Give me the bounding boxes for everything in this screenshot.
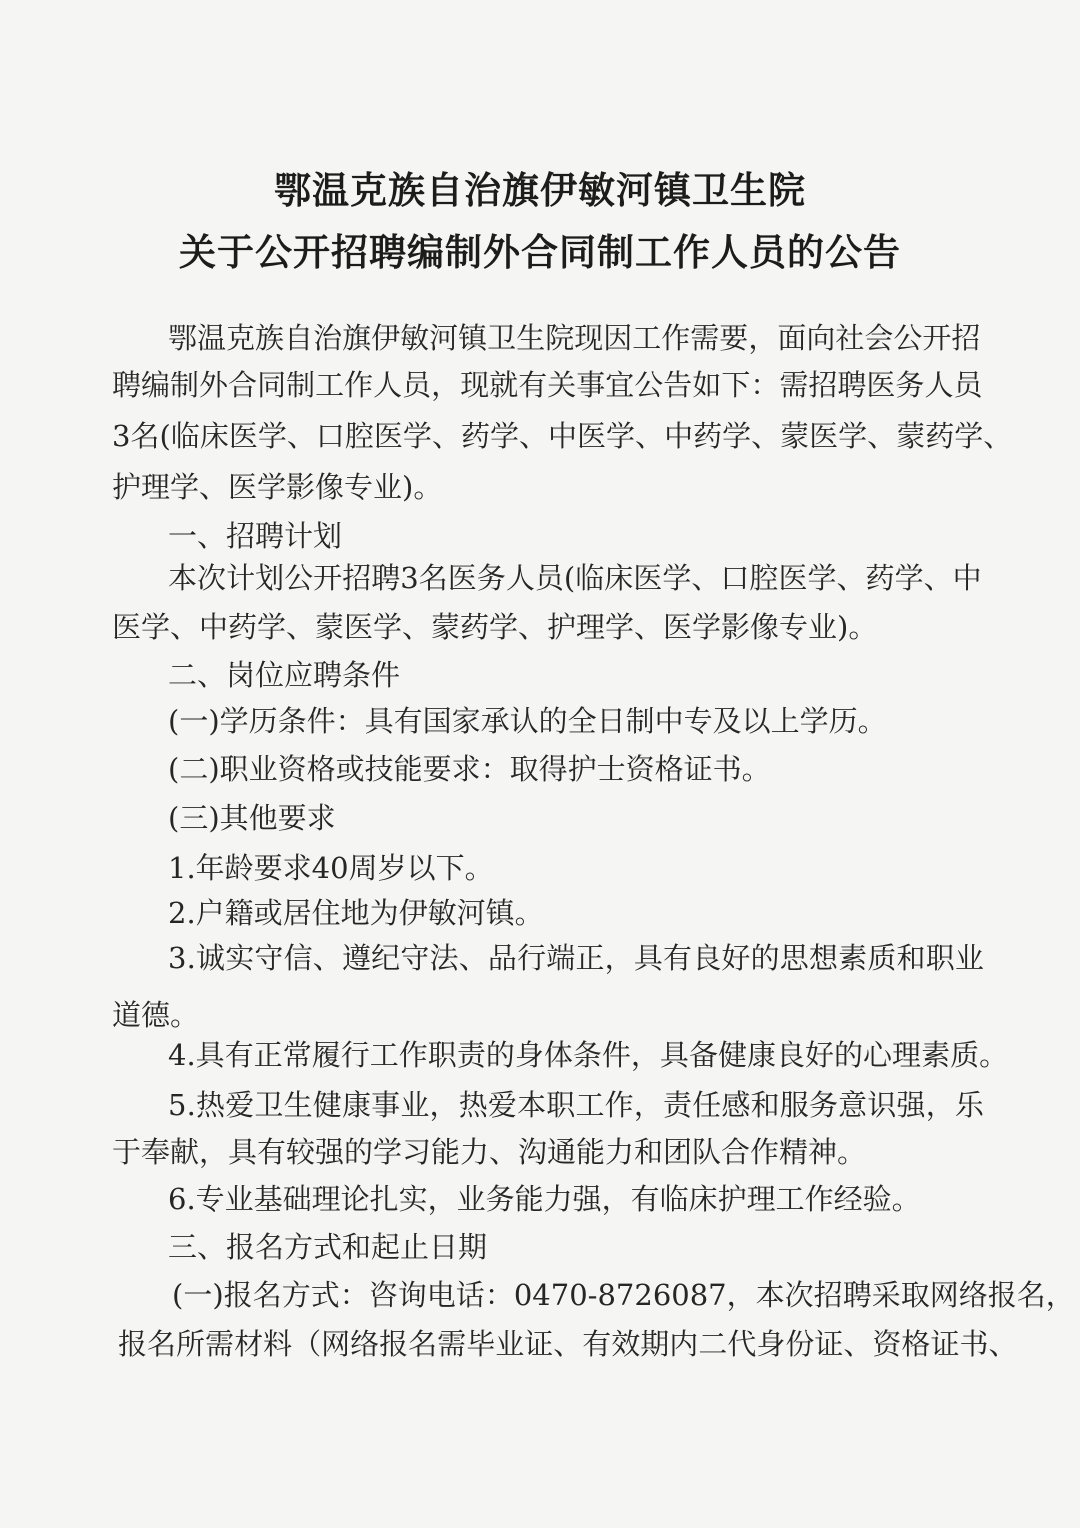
body-line-11: (三)其他要求 [168, 801, 336, 835]
body-line-16: 4 . 具 有 正 常 履 行 工 作 职 责 的 身 体 条 件 ， 具 备 健 康 良 好 的 心 理 素 质 。 [168, 1038, 1009, 1072]
title-line-2: 关于公开招聘编制外合同制工作人员的公告 [179, 230, 901, 274]
body-line-22: 报 名 所 需 材 料 （ 网 络 报 名 需 毕 业 证 、 有 效 期 内 二 代 身 份 证 、 资 格 证 书 、 [118, 1327, 1018, 1361]
section-heading-3: 三、报名方式和起止日期 [168, 1230, 488, 1264]
body-line-21: ( 一 ) 报 名 方 式 ： 咨 询 电 话 ： 0 4 7 0 - 8 7 2 6 0 8 7 ， 本 次 招 聘 采 取 网 络 报 名 ， [172, 1278, 1075, 1312]
section-heading-1: 一、招聘计划 [168, 519, 343, 553]
body-line-9: (一)学历条件：具有国家承认的全日制中专及以上学历。 [168, 704, 887, 738]
title-line-1: 鄂温克族自治旗伊敏河镇卫生院 [274, 168, 806, 212]
body-line-13: 2.户籍或居住地为伊敏河镇。 [168, 896, 544, 930]
body-line-7: 医学、中药学、蒙医学、蒙药学、护理学、医学影像专业)。 [112, 610, 878, 644]
body-line-14: 3 . 诚 实 守 信 、 遵 纪 守 法 、 品 行 端 正 ， 具 有 良 好 的 思 想 素 质 和 职 业 [168, 941, 984, 975]
body-line-15: 道德。 [112, 998, 200, 1032]
body-line-17: 5 . 热 爱 卫 生 健 康 事 业 ， 热 爱 本 职 工 作 ， 责 任 感 和 服 务 意 识 强 ， 乐 [168, 1088, 984, 1122]
body-line-12: 1.年龄要求40周岁以下。 [168, 851, 494, 885]
body-line-1: 鄂 温 克 族 自 治 旗 伊 敏 河 镇 卫 生 院 现 因 工 作 需 要 ， 面 向 社 会 公 开 招 [168, 321, 981, 355]
body-line-2: 聘 编 制 外 合 同 制 工 作 人 员 ， 现 就 有 关 事 宜 公 告 如 下 ： 需 招 聘 医 务 人 员 [112, 368, 983, 402]
section-heading-2: 二、岗位应聘条件 [168, 658, 401, 692]
body-line-6: 本 次 计 划 公 开 招 聘 3 名 医 务 人 员 ( 临 床 医 学 、 口 腔 医 学 、 药 学 、 中 [168, 561, 982, 595]
body-line-10: (二)职业资格或技能要求：取得护士资格证书。 [168, 752, 771, 786]
body-line-19: 6.专业基础理论扎实，业务能力强，有临床护理工作经验。 [168, 1182, 921, 1216]
body-line-18: 于奉献，具有较强的学习能力、沟通能力和团队合作精神。 [112, 1135, 867, 1169]
body-line-3: 3 名 ( 临 床 医 学 、 口 腔 医 学 、 药 学 、 中 医 学 、 中 药 学 、 蒙 医 学 、 蒙 药 学 、 [112, 419, 1013, 453]
body-line-4: 护理学、医学影像专业)。 [112, 470, 443, 504]
